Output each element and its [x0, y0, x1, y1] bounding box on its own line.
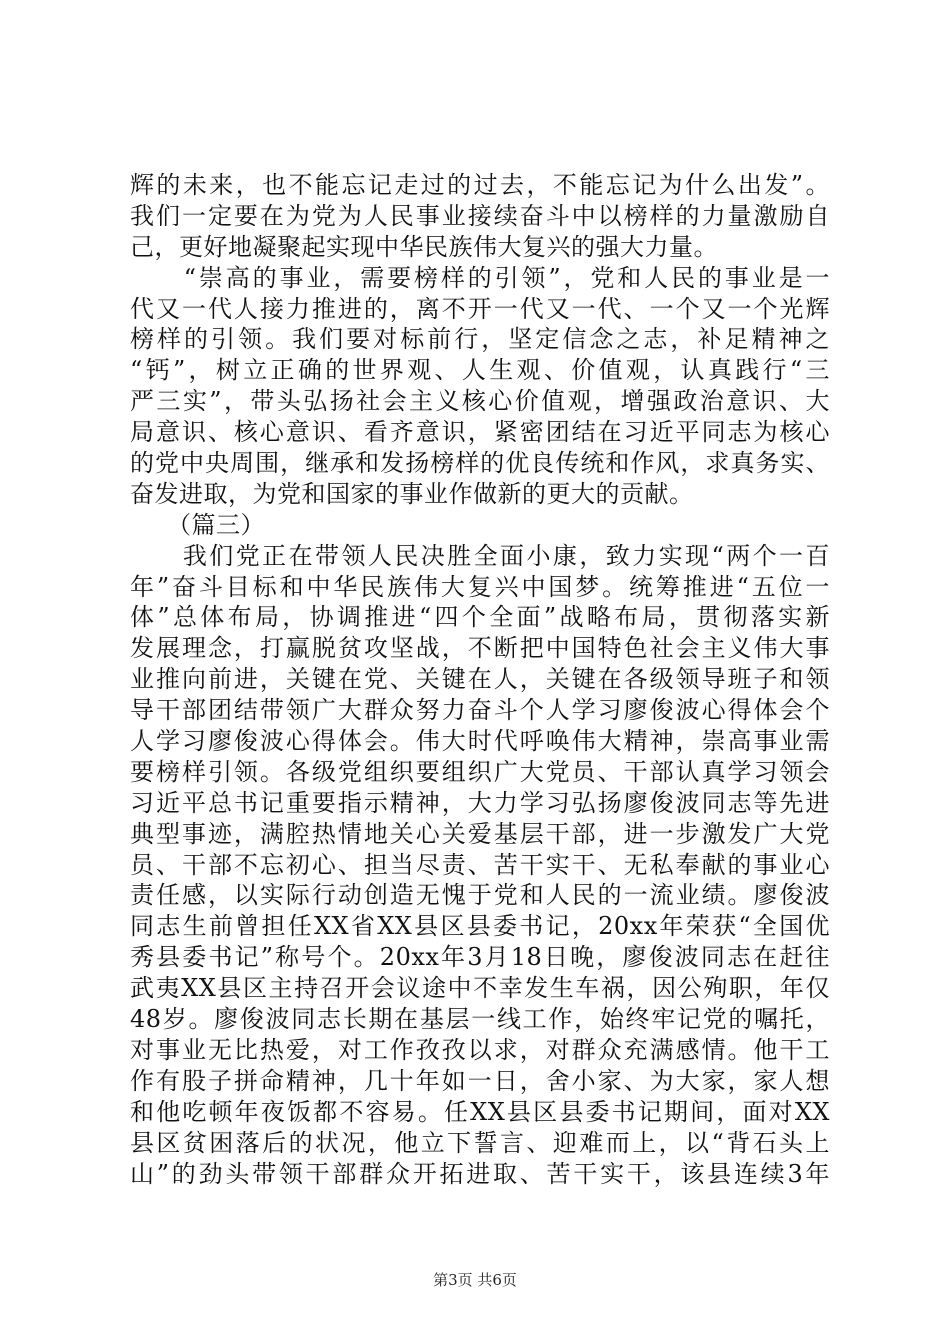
text-line: 典型事迹，满腔热情地关心关爱基层干部，进一步激发广大党: [130, 819, 830, 848]
text-line: 习近平总书记重要指示精神，大力学习弘扬廖俊波同志等先进: [130, 788, 830, 817]
text-line: 业推向前进，关键在党、关键在人，关键在各级领导班子和领: [130, 665, 830, 694]
text-line: 辉的未来，也不能忘记走过的过去，不能忘记为什么出发”。: [130, 171, 830, 199]
text-line: 的党中央周围，继承和发扬榜样的优良传统和作风，求真务实、: [130, 449, 830, 478]
text-line: 同志生前曾担任XX省XX县区县委书记，20xx年荣获“全国优: [130, 912, 830, 941]
text-line: 我们一定要在为党为人民事业接续奋斗中以榜样的力量激励自: [130, 201, 830, 230]
text-line: 导干部团结带领广大群众努力奋斗个人学习廖俊波心得体会个: [130, 696, 830, 725]
document-body: [130, 170, 830, 1189]
section-heading: （篇三）: [130, 510, 265, 539]
text-line: 员、干部不忘初心、担当尽责、苦干实干、无私奉献的事业心: [130, 850, 830, 879]
text-line: 局意识、核心意识、看齐意识，紧密团结在习近平同志为核心: [130, 418, 830, 447]
text-line: 48岁。廖俊波同志长期在基层一线工作，始终牢记党的嘱托，: [130, 1005, 830, 1034]
text-line: 秀县委书记”称号个。20xx年3月18日晚，廖俊波同志在赶往: [130, 943, 830, 972]
text-line: 县区贫困落后的状况，他立下誓言、迎难而上，以“背石头上: [130, 1128, 830, 1157]
text-line: 责任感，以实际行动创造无愧于党和人民的一流业绩。廖俊波: [130, 881, 830, 910]
text-line: 山”的劲头带领干部群众开拓进取、苦干实干，该县连续3年: [130, 1159, 830, 1188]
text-line: 我们党正在带领人民决胜全面小康，致力实现“两个一百: [130, 541, 830, 570]
text-line: “崇高的事业，需要榜样的引领”，党和人民的事业是一: [130, 263, 830, 292]
text-line: 己，更好地凝聚起实现中华民族伟大复兴的强大力量。: [130, 232, 718, 261]
text-line: 代又一代人接力推进的，离不开一代又一代、一个又一个光辉: [130, 294, 830, 323]
text-line: 要榜样引领。各级党组织要组织广大党员、干部认真学习领会: [130, 757, 830, 786]
text-line: 人学习廖俊波心得体会。伟大时代呼唤伟大精神，崇高事业需: [130, 727, 830, 756]
text-line: 奋发进取，为党和国家的事业作做新的更大的贡献。: [130, 479, 694, 508]
page-number-footer: 第3页 共6页: [433, 1271, 517, 1289]
text-line: 榜样的引领。我们要对标前行，坚定信念之志，补足精神之: [130, 325, 830, 354]
text-line: 和他吃顿年夜饭都不容易。任XX县区县委书记期间，面对XX: [130, 1097, 830, 1126]
text-line: 发展理念，打赢脱贫攻坚战，不断把中国特色社会主义伟大事: [130, 634, 830, 663]
text-line: 严三实”，带头弘扬社会主义核心价值观，增强政治意识、大: [130, 387, 830, 416]
text-line: “钙”，树立正确的世界观、人生观、价值观，认真践行“三: [130, 356, 830, 385]
text-line: 对事业无比热爱，对工作孜孜以求，对群众充满感情。他干工: [130, 1035, 830, 1064]
text-line: 年”奋斗目标和中华民族伟大复兴中国梦。统筹推进“五位一: [130, 572, 830, 601]
text-line: 作有股子拼命精神，几十年如一日，舍小家、为大家，家人想: [130, 1066, 830, 1095]
text-line: 武夷XX县区主持召开会议途中不幸发生车祸，因公殉职，年仅: [130, 974, 830, 1003]
text-line: 体”总体布局，协调推进“四个全面”战略布局，贯彻落实新: [130, 603, 830, 632]
